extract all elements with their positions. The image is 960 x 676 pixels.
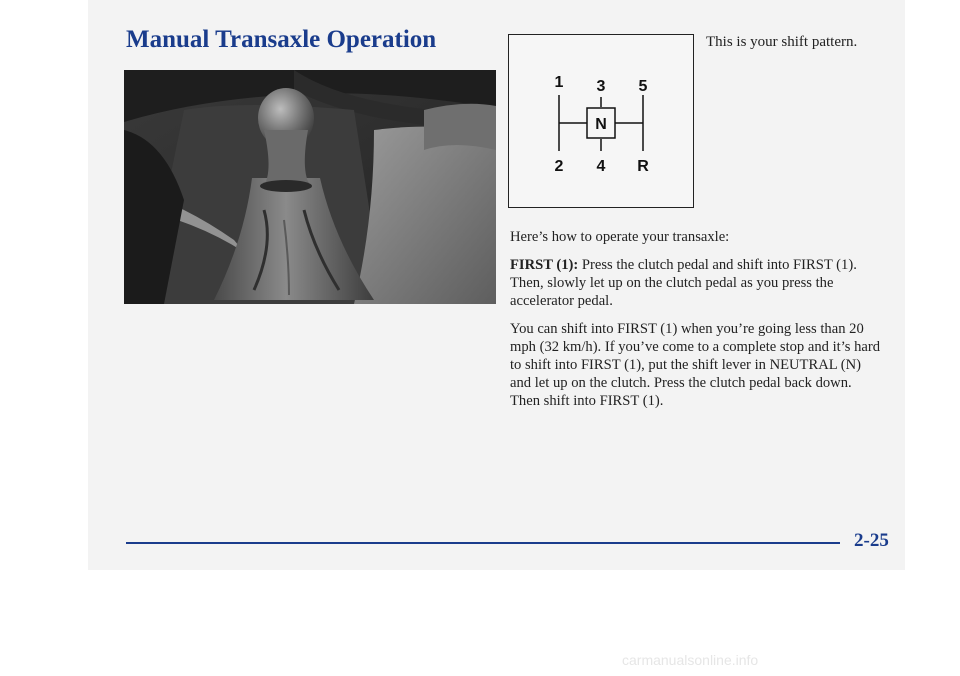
gear-label-3: 3: [596, 78, 606, 95]
gear-label-reverse: R: [637, 158, 649, 175]
page-title: Manual Transaxle Operation: [126, 26, 437, 53]
first-gear-paragraph: [510, 256, 882, 310]
shift-pattern-caption: This is your shift pattern.: [706, 34, 858, 50]
gear-label-4: 4: [596, 158, 606, 175]
page-number: 2-25: [854, 530, 889, 551]
gear-label-1: 1: [554, 74, 564, 91]
watermark-text: carmanualsonline.info: [622, 652, 759, 668]
first-gear-text: Press the clutch pedal and shift into FIRST (1). Then, slowly let up on the clutch pedal as you press the accelerator pedal.: [510, 257, 857, 309]
first-gear-term: FIRST (1):: [510, 257, 579, 273]
instructions-text: [510, 228, 882, 420]
shift-pattern-diagram: [508, 34, 694, 208]
intro-paragraph: Here’s how to operate your transaxle:: [510, 229, 730, 245]
gear-label-2: 2: [554, 158, 564, 175]
gear-label-neutral: N: [595, 116, 607, 133]
shift-advice-paragraph: You can shift into FIRST (1) when you’re going less than 20 mph (32 km/h). If you’ve come to a complete stop and it’s hard to shift into FIRST (1), put the shift lever in NEUTRAL (N) and let up on the clutch. Press the clutch pedal back down. Then shift into FIRST (1).: [510, 321, 881, 409]
gear-shifter-photo: [124, 70, 496, 304]
gear-label-5: 5: [638, 78, 648, 95]
footer-rule: [126, 542, 840, 544]
